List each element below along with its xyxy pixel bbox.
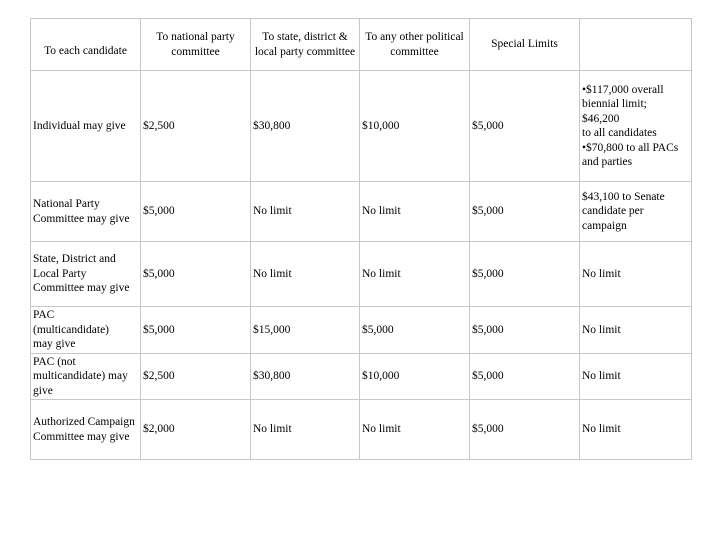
table-cell: $5,000 <box>470 400 580 460</box>
header-cell: To state, district & local party committee <box>251 19 360 71</box>
table-cell: No limit <box>580 354 692 400</box>
table-cell: $5,000 <box>360 307 470 354</box>
row-label <box>31 242 141 307</box>
row-label-text: PAC (multicandidate) may give <box>33 309 109 351</box>
row-label <box>31 400 141 460</box>
table-cell: No limit <box>251 182 360 242</box>
header-row <box>31 19 692 71</box>
row-label-text: State, District and Local Party Committee may give <box>33 253 130 295</box>
table-cell: $5,000 <box>141 182 251 242</box>
table-cell: $5,000 <box>470 242 580 307</box>
table-cell: $30,800 <box>251 71 360 182</box>
header-cell: To national party committee <box>141 19 251 71</box>
header-cell: To each candidate <box>31 19 141 71</box>
table-cell: $5,000 <box>470 307 580 354</box>
table-cell: No limit <box>580 242 692 307</box>
table-row <box>31 400 692 460</box>
row-label-text: Individual may give <box>33 119 126 132</box>
table-cell: No limit <box>580 307 692 354</box>
header-cell: Special Limits <box>470 19 580 71</box>
table-cell: $10,000 <box>360 71 470 182</box>
table-cell: $2,000 <box>141 400 251 460</box>
table-row <box>31 307 692 354</box>
table-cell <box>580 182 692 242</box>
table-row <box>31 182 692 242</box>
contribution-limits-table <box>30 18 692 460</box>
table-cell: $15,000 <box>251 307 360 354</box>
table-cell <box>580 71 692 182</box>
row-label <box>31 71 141 182</box>
row-label-text: PAC (not multicandidate) may give <box>33 355 128 397</box>
table-row <box>31 354 692 400</box>
table-cell: No limit <box>251 242 360 307</box>
table-row <box>31 242 692 307</box>
row-label-text: Authorized Campaign Committee may give <box>33 416 135 443</box>
header-cell-blank <box>580 19 692 71</box>
row-label-text: National Party Committee may give <box>33 198 130 225</box>
table-cell: $30,800 <box>251 354 360 400</box>
row-label <box>31 354 141 400</box>
table-cell: No limit <box>580 400 692 460</box>
cell-text: •$117,000 overall biennial limit; $46,200 to all candidates •$70,800 to all PACs and parties <box>582 83 679 168</box>
table-row <box>31 71 692 182</box>
cell-text: $43,100 to Senate candidate per campaign <box>582 190 665 232</box>
table-cell: $10,000 <box>360 354 470 400</box>
table-cell: No limit <box>360 182 470 242</box>
table-cell: $2,500 <box>141 354 251 400</box>
table-cell: No limit <box>251 400 360 460</box>
table-cell: $5,000 <box>470 354 580 400</box>
table-cell: No limit <box>360 400 470 460</box>
table-cell: $5,000 <box>141 242 251 307</box>
table-cell: $2,500 <box>141 71 251 182</box>
table-cell: No limit <box>360 242 470 307</box>
table-cell: $5,000 <box>470 182 580 242</box>
row-label <box>31 307 141 354</box>
table-cell: $5,000 <box>141 307 251 354</box>
row-label <box>31 182 141 242</box>
table-cell: $5,000 <box>470 71 580 182</box>
header-cell: To any other political committee <box>360 19 470 71</box>
